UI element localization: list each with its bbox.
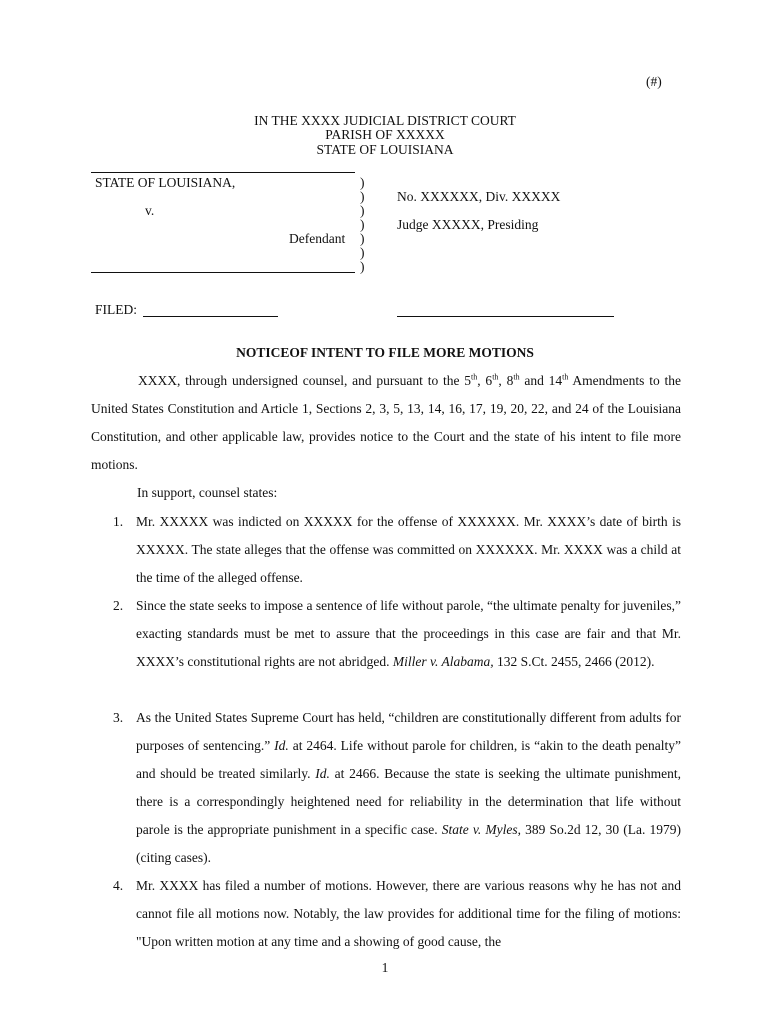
case-citation: Miller v. Alabama, <box>392 654 494 669</box>
caption-plaintiff: STATE OF LOUISIANA, <box>95 175 236 190</box>
page-number: 1 <box>381 960 389 975</box>
caption-versus: v. <box>145 203 155 218</box>
caption-defendant-label: Defendant <box>289 231 346 246</box>
judge-presiding: Judge XXXXX, Presiding <box>397 217 539 232</box>
item-number: 2. <box>113 598 124 613</box>
document-title: NOTICEOF INTENT TO FILE MORE MOTIONS <box>236 345 534 360</box>
caption-paren: ) <box>360 245 365 260</box>
caption-paren: ) <box>360 203 365 218</box>
item-text: As the United States Supreme Court has held, “children are constitutionally different from adults for purposes of sentencing.” Id. at 2464. Life without parole for children, is “akin to the death penalty” and should be treated similarly. Id. at 2466. Because the state is seeking the ultimate punishment, there is a correspondingly heightened need for reliability in the determination that life without parole is the appropriate punishment in a specific case. State v. Myles, 389 So.2d 12, 30 (La. 1979) (citing cases). <box>136 710 681 865</box>
item-number: 1. <box>113 514 124 529</box>
support-line: In support, counsel states: <box>137 485 278 500</box>
document-marker: (#) <box>646 74 662 89</box>
caption-bottom-rule <box>91 272 355 273</box>
court-header-line2: PARISH OF XXXXX <box>325 127 445 142</box>
item-text: Since the state seeks to impose a sentence of life without parole, “the ultimate penalty for juveniles,” exacting standards must be met to assure that the proceedings in this case are fair and that Mr. XXXX’s constitutional rights are not abridged. Miller v. Alabama, 132 S.Ct. 2455, 2466 (2012). <box>136 598 681 669</box>
item-number: 3. <box>113 710 124 725</box>
caption-paren: ) <box>360 189 365 204</box>
case-citation: State v. Myles <box>441 822 518 837</box>
caption-paren: ) <box>360 259 365 274</box>
caption-paren: ) <box>360 217 365 232</box>
filed-date-line <box>143 316 278 317</box>
court-header-line1: IN THE XXXX JUDICIAL DISTRICT COURT <box>254 113 516 128</box>
caption-top-rule <box>91 172 355 173</box>
caption-paren: ) <box>360 231 365 246</box>
case-number: No. XXXXXX, Div. XXXXX <box>397 189 561 204</box>
item-text: Mr. XXXXX was indicted on XXXXX for the offense of XXXXXX. Mr. XXXX’s date of birth is XXXXX. The state alleges that the offense was committed on XXXXXX. Mr. XXXX was a child at the time of the alleged offense. <box>136 514 681 585</box>
signature-line <box>397 316 614 317</box>
filed-label: FILED: <box>95 302 137 317</box>
caption-paren: ) <box>360 175 365 190</box>
item-text: Mr. XXXX has filed a number of motions. However, there are various reasons why he has not and cannot file all motions now. Notably, the law provides for additional time for the filing of motions: "Upon written motion at any time and a showing of good cause, the <box>136 878 681 949</box>
intro-paragraph: XXXX, through undersigned counsel, and pursuant to the 5th, 6th, 8th and 14th Amendments to the United States Constitution and Article 1, Sections 2, 3, 5, 13, 14, 16, 17, 19, 20, 22, and 24 of the Louisiana Constitution, and other applicable law, provides notice to the Court and the state of his intent to file more motions. <box>91 372 682 472</box>
court-header-line3: STATE OF LOUISIANA <box>316 142 454 157</box>
item-number: 4. <box>113 878 124 893</box>
